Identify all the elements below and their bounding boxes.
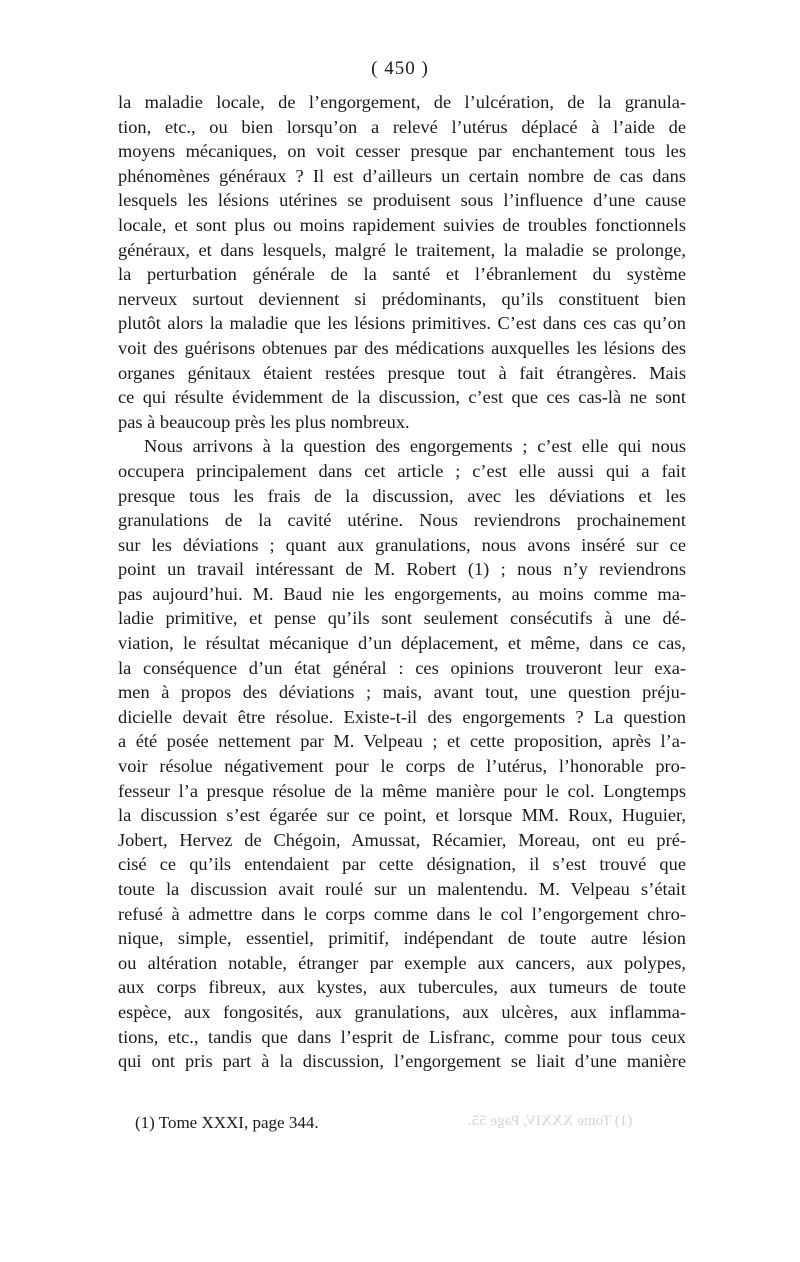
text-line: refusé à admettre dans le corps comme dans le col l’engorgement chro- (118, 903, 686, 924)
text-line: voir résolue négativement pour le corps de l’utérus, l’honorable pro- (118, 756, 686, 777)
text-line: cisé ce qu’ils entendaient par cette désignation, il s’est trouvé que (118, 854, 686, 875)
text-line: ce qui résulte évidemment de la discussion, c’est que ces cas-là ne sont (118, 387, 686, 408)
show-through-footnote: (1) Tome XXXIV, Page 55. (468, 1113, 633, 1129)
text-line: nique, simple, essentiel, primitif, indépendant de toute autre lésion (118, 928, 686, 949)
text-line: sur les déviations ; quant aux granulations, nous avons inséré sur ce (118, 534, 686, 555)
text-line: organes génitaux étaient restées presque tout à fait étrangères. Mais (118, 362, 686, 383)
text-line: tion, etc., ou bien lorsqu’on a relevé l’utérus déplacé à l’aide de (118, 116, 686, 137)
text-line: fesseur l’a presque résolue de la même manière pour le col. Longtemps (118, 780, 686, 801)
text-line: tions, etc., tandis que dans l’esprit de Lisfranc, comme pour tous ceux (118, 1026, 686, 1047)
body-text (118, 90, 686, 1074)
text-line: généraux, et dans lesquels, malgré le traitement, la maladie se prolonge, (118, 239, 686, 260)
text-line: men à propos des déviations ; mais, avant tout, une question préju- (118, 682, 686, 703)
text-line: presque tous les frais de la discussion, avec les déviations et les (118, 485, 686, 506)
text-line: ou altération notable, étranger par exemple aux cancers, aux polypes, (118, 952, 686, 973)
text-line: Nous arrivons à la question des engorgements ; c’est elle qui nous (144, 436, 686, 457)
text-line: la maladie locale, de l’engorgement, de l’ulcération, de la granula- (118, 92, 686, 112)
text-line: point un travail intéressant de M. Robert (1) ; nous n’y reviendrons (118, 559, 686, 580)
text-line: voit des guérisons obtenues par des médications auxquelles les lésions des (118, 337, 686, 358)
text-line: granulations de la cavité utérine. Nous reviendrons prochainement (118, 510, 686, 531)
text-line: nerveux surtout deviennent si prédominants, qu’ils constituent bien (118, 288, 686, 309)
text-line: locale, et sont plus ou moins rapidement suivies de troubles fonctionnels (118, 214, 686, 235)
text-line: qui ont pris part à la discussion, l’engorgement se liait d’une manière (118, 1051, 686, 1072)
text-line: pas aujourd’hui. M. Baud nie les engorgements, au moins comme ma- (118, 583, 686, 604)
text-line: moyens mécaniques, on voit cesser presque par enchantement tous les (118, 141, 686, 162)
text-line: phénomènes généraux ? Il est d’ailleurs un certain nombre de cas dans (118, 165, 686, 186)
page-number: ( 450 ) (371, 58, 429, 79)
text-line: dicielle devait être résolue. Existe-t-il des engorgements ? La question (118, 706, 686, 727)
text-line: la perturbation générale de la santé et l’ébranlement du système (118, 264, 686, 285)
text-line: a été posée nettement par M. Velpeau ; et cette proposition, après l’a- (118, 731, 686, 752)
text-line: plutôt alors la maladie que les lésions primitives. C’est dans ces cas qu’on (118, 313, 686, 334)
text-line: espèce, aux fongosités, aux granulations, aux ulcères, aux inflamma- (118, 1001, 686, 1022)
text-line: occupera principalement dans cet article ; c’est elle aussi qui a fait (118, 460, 686, 481)
text-line: aux corps fibreux, aux kystes, aux tubercules, aux tumeurs de toute (118, 977, 686, 998)
text-line: ladie primitive, et pense qu’ils sont seulement consécutifs à une dé- (118, 608, 686, 629)
text-line: Jobert, Hervez de Chégoin, Amussat, Récamier, Moreau, ont eu pré- (118, 829, 686, 850)
text-line: lesquels les lésions utérines se produisent sous l’influence d’une cause (118, 190, 686, 211)
text-line: pas à beaucoup près les plus nombreux. (118, 411, 410, 432)
text-line: la discussion s’est égarée sur ce point, et lorsque MM. Roux, Huguier, (118, 805, 686, 826)
text-line: viation, le résultat mécanique d’un déplacement, et même, dans ce cas, (118, 633, 686, 654)
footnote: (1) Tome XXXI, page 344. (135, 1113, 319, 1132)
text-line: la conséquence d’un état général : ces opinions trouveront leur exa- (118, 657, 686, 678)
text-line: toute la discussion avait roulé sur un malentendu. M. Velpeau s’était (118, 879, 686, 899)
